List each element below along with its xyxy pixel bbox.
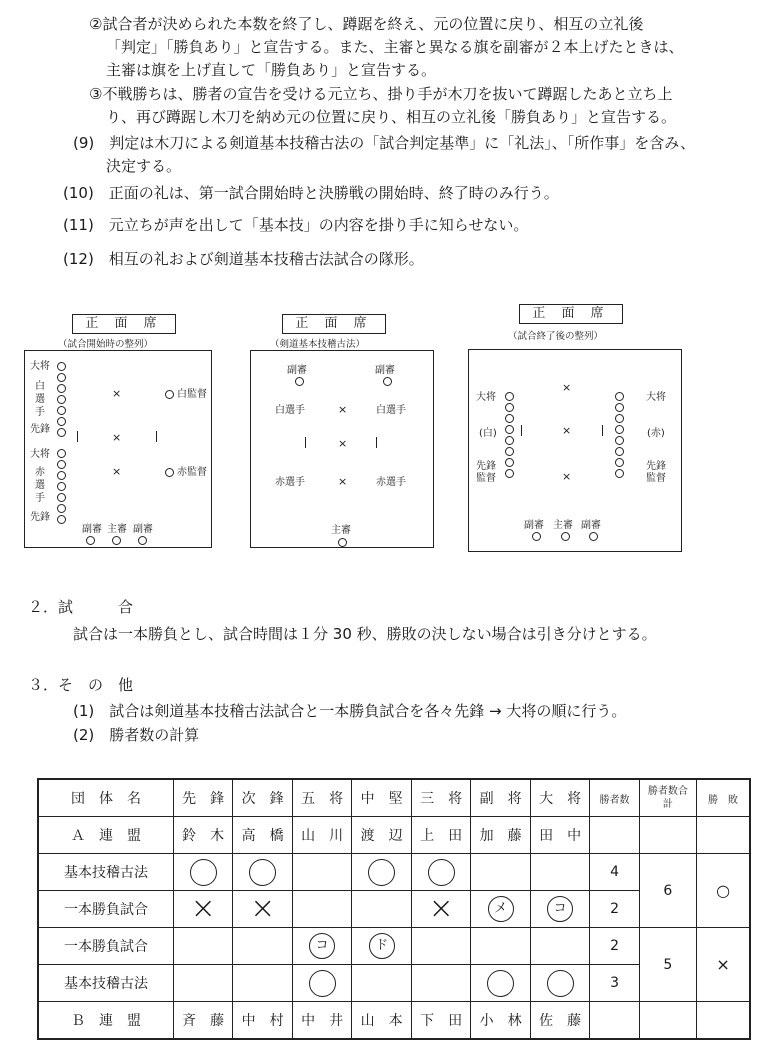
a-league-row [38, 817, 750, 854]
header-cell: 団 体 名 [38, 779, 173, 817]
player-name: 斉 藤 [173, 1002, 233, 1040]
do-mark: ド [369, 933, 395, 959]
player-marker [505, 458, 514, 467]
wins-cell [590, 817, 639, 854]
marker-bar [305, 437, 306, 448]
label-aka: (赤) [647, 428, 665, 439]
match-result [411, 965, 471, 1002]
match-result [530, 928, 590, 965]
win-circle [368, 859, 395, 886]
loss-cross: × [428, 891, 454, 926]
label-aka: 選 [35, 480, 45, 491]
player-marker [57, 515, 66, 524]
marker-bar [77, 431, 78, 442]
match-result [471, 891, 531, 928]
match-result [411, 891, 471, 928]
label-senpo: 先鋒 [30, 424, 50, 435]
label-fukushin: 副審 [82, 524, 102, 535]
label-aka: 手 [35, 493, 45, 504]
player-name: 加 藤 [471, 817, 531, 854]
label-shiro: 選 [35, 394, 45, 405]
table-row [38, 928, 750, 965]
item-9-line-1: (9) 判定は木刀による剣道基本技稽古法の「試合判定基準」に「礼法」、「所作事」を含み、 [73, 134, 696, 152]
cross-mark: × [562, 424, 572, 437]
label-aka: 赤 [35, 467, 45, 478]
section-3-heading: ３．そ の 他 [28, 676, 134, 694]
player-name: 高 橋 [233, 817, 293, 854]
player-name: 小 林 [471, 1002, 531, 1040]
player-marker [505, 447, 514, 456]
player-name: 鈴 木 [173, 817, 233, 854]
player-marker [505, 392, 514, 401]
table-row [38, 854, 750, 891]
label-senpo: 先鋒 [476, 461, 496, 472]
marker-bar [521, 425, 522, 436]
label-fukushin: 副審 [133, 524, 153, 535]
player-name: 中 井 [292, 1002, 352, 1040]
player-name: 山 本 [352, 1002, 412, 1040]
cross-mark: × [112, 431, 122, 444]
diagram-1-subtitle: （試合開始時の整列） [58, 339, 154, 350]
total-count: 6 [639, 854, 696, 928]
label-shiro: (白) [479, 428, 497, 439]
cross-mark: × [112, 465, 122, 478]
match-result [530, 965, 590, 1002]
table-header-row [38, 779, 750, 817]
total-count: 5 [639, 928, 696, 1002]
cross-mark: × [112, 387, 122, 400]
match-result [233, 965, 293, 1002]
match-result [471, 854, 531, 891]
diagram-2-title: 正 面 席 [282, 314, 386, 334]
item-12: (12) 相互の礼および剣道基本技稽古法試合の隊形。 [63, 250, 424, 268]
kote-mark: コ [547, 896, 573, 922]
diagram-1-title: 正 面 席 [72, 314, 176, 334]
win-circle [487, 970, 514, 997]
player-marker [615, 403, 624, 412]
player-marker [57, 395, 66, 404]
wins-count: 3 [590, 965, 639, 1002]
label-taisho: 大将 [30, 361, 50, 372]
results-table [37, 778, 751, 1040]
match-result [173, 854, 233, 891]
label-shushin: 主審 [331, 525, 351, 536]
win-circle [547, 970, 574, 997]
player-marker [57, 373, 66, 382]
cross-mark: × [338, 403, 348, 416]
header-cell: 三 将 [411, 779, 471, 817]
player-marker [505, 436, 514, 445]
match-type: 基本技稽古法 [38, 965, 173, 1002]
match-result [530, 891, 590, 928]
match-result [292, 891, 352, 928]
label-kantoku: 監督 [646, 473, 666, 484]
marker-bar [156, 431, 157, 442]
label-fukushin: 副審 [581, 520, 601, 531]
player-marker [57, 406, 66, 415]
label-aka-player: 赤選手 [376, 477, 406, 488]
player-marker [57, 460, 66, 469]
match-result [352, 928, 412, 965]
label-fukushin: 副審 [375, 365, 395, 376]
label-senpo: 先鋒 [646, 461, 666, 472]
label-taisho: 大将 [646, 392, 666, 403]
supervisor-marker [165, 390, 174, 399]
cross-mark: × [562, 470, 572, 483]
referee-marker [138, 536, 147, 545]
match-result [233, 891, 293, 928]
header-cell: 先 鋒 [173, 779, 233, 817]
header-cell: 中 堅 [352, 779, 412, 817]
header-cell: 勝 敗 [697, 779, 750, 817]
player-marker [505, 403, 514, 412]
match-result [352, 854, 412, 891]
label-senpo: 先鋒 [30, 512, 50, 523]
player-marker [505, 414, 514, 423]
referee-marker [561, 532, 570, 541]
b-league-row [38, 1002, 750, 1040]
player-name: 山 川 [292, 817, 352, 854]
referee-marker [86, 536, 95, 545]
match-result [173, 965, 233, 1002]
match-type: 基本技稽古法 [38, 854, 173, 891]
player-marker [57, 362, 66, 371]
player-marker [615, 392, 624, 401]
kote-mark: コ [309, 933, 335, 959]
cross-mark: × [338, 437, 348, 450]
player-marker [57, 417, 66, 426]
total-cell [639, 817, 696, 854]
rule-3-line-1: ③不戦勝ちは、勝者の宣告を受ける元立ち、掛り手が木刀を抜いて蹲踞したあと立ち上 [89, 85, 673, 103]
player-name: 上 田 [411, 817, 471, 854]
rule-2-line-3: 主審は旗を上げ直して「勝負あり」と宣告する。 [106, 61, 437, 79]
header-cell: 大 将 [530, 779, 590, 817]
cross-mark: × [562, 381, 572, 394]
player-marker [57, 504, 66, 513]
loss-cross: × [190, 891, 216, 926]
marker-bar [602, 425, 603, 436]
match-result [411, 854, 471, 891]
referee-marker [338, 538, 347, 547]
player-marker [615, 436, 624, 445]
player-marker [505, 469, 514, 478]
referee-marker [383, 377, 392, 386]
label-shiro: 手 [35, 407, 45, 418]
section-2-body: 試合は一本勝負とし、試合時間は１分 30 秒、勝敗の決しない場合は引き分けとする。 [73, 625, 657, 643]
wins-count: 2 [590, 891, 639, 928]
player-marker [57, 428, 66, 437]
label-kantoku: 監督 [476, 473, 496, 484]
match-result [530, 854, 590, 891]
label-shushin: 主審 [107, 524, 127, 535]
rule-2-line-2: 「判定」「勝負あり」と宣告する。また、主審と異なる旗を副審が２本上げたときは、 [106, 38, 684, 56]
referee-marker [589, 532, 598, 541]
referee-marker [112, 536, 121, 545]
player-marker [57, 384, 66, 393]
player-name: 渡 辺 [352, 817, 412, 854]
label-taisho: 大将 [476, 392, 496, 403]
marker-bar [376, 437, 377, 448]
diagram-2-subtitle: （剣道基本技稽古法） [270, 339, 366, 350]
match-result [471, 965, 531, 1002]
match-result [292, 965, 352, 1002]
match-result [292, 854, 352, 891]
diagram-3-subtitle: （試合終了後の整列） [508, 331, 604, 342]
total-cell [639, 1002, 696, 1040]
label-shiro: 白 [35, 381, 45, 392]
player-marker [57, 493, 66, 502]
header-cell: 五 将 [292, 779, 352, 817]
wins-count: 2 [590, 928, 639, 965]
player-marker [57, 449, 66, 458]
match-type: 一本勝負試合 [38, 928, 173, 965]
diagram-1-box [24, 350, 212, 548]
match-type: 一本勝負試合 [38, 891, 173, 928]
player-marker [615, 469, 624, 478]
match-result [292, 928, 352, 965]
referee-marker [295, 377, 304, 386]
player-name: 田 中 [530, 817, 590, 854]
label-taisho: 大将 [30, 449, 50, 460]
result-cell [697, 1002, 750, 1040]
match-result [173, 891, 233, 928]
team-result: ○ [697, 854, 750, 928]
win-circle [249, 859, 276, 886]
match-result [471, 928, 531, 965]
item-11: (11) 元立ちが声を出して「基本技」の内容を掛り手に知らせない。 [63, 216, 529, 234]
rule-3-line-2: り、再び蹲踞し木刀を納め元の位置に戻り、相互の立礼後「勝負あり」と宣告する。 [106, 108, 677, 126]
header-cell: 次 鋒 [233, 779, 293, 817]
result-cell [697, 817, 750, 854]
loss-cross: × [250, 891, 276, 926]
match-result [233, 854, 293, 891]
item-9-line-2: 決定する。 [106, 157, 182, 175]
match-result [352, 965, 412, 1002]
header-cell: 勝者数 [590, 779, 639, 817]
player-name: 下 田 [411, 1002, 471, 1040]
player-marker [615, 458, 624, 467]
item-10: (10) 正面の礼は、第一試合開始時と決勝戦の開始時、終了時のみ行う。 [63, 184, 559, 202]
match-result [352, 891, 412, 928]
section-3-item-2: (2) 勝者数の計算 [73, 726, 200, 744]
b-league-name: Ｂ 連 盟 [38, 1002, 173, 1040]
header-cell: 勝者数合 計 [639, 779, 696, 817]
rule-2-line-1: ②試合者が決められた本数を終了し、蹲踞を終え、元の位置に戻り、相互の立礼後 [89, 15, 644, 33]
match-result [173, 928, 233, 965]
label-shushin: 主審 [553, 520, 573, 531]
a-league-name: Ａ 連 盟 [38, 817, 173, 854]
wins-cell [590, 1002, 639, 1040]
label-shiro-player: 白選手 [376, 405, 406, 416]
label-fukushin: 副審 [287, 365, 307, 376]
match-result [233, 928, 293, 965]
section-2-heading: ２．試 合 [28, 598, 134, 616]
label-aka-kantoku: 赤監督 [177, 467, 207, 478]
win-circle [309, 970, 336, 997]
win-circle [428, 859, 455, 886]
player-marker [57, 471, 66, 480]
win-circle [190, 859, 217, 886]
match-result [411, 928, 471, 965]
player-name: 中 村 [233, 1002, 293, 1040]
men-mark: メ [488, 896, 514, 922]
supervisor-marker [165, 468, 174, 477]
label-aka-player: 赤選手 [275, 477, 305, 488]
player-marker [505, 425, 514, 434]
header-cell: 副 将 [471, 779, 531, 817]
player-name: 佐 藤 [530, 1002, 590, 1040]
diagram-3-title: 正 面 席 [519, 304, 623, 324]
referee-marker [532, 532, 541, 541]
player-marker [615, 425, 624, 434]
section-3-item-1: (1) 試合は剣道基本技稽古法試合と一本勝負試合を各々先鋒 → 大将の順に行う。 [73, 702, 627, 720]
cross-mark: × [338, 475, 348, 488]
label-shiro-player: 白選手 [275, 405, 305, 416]
label-shiro-kantoku: 白監督 [177, 389, 207, 400]
label-fukushin: 副審 [524, 520, 544, 531]
team-result: × [697, 928, 750, 1002]
player-marker [615, 414, 624, 423]
player-marker [615, 447, 624, 456]
diagram-3-box [468, 349, 682, 552]
player-marker [57, 482, 66, 491]
wins-count: 4 [590, 854, 639, 891]
